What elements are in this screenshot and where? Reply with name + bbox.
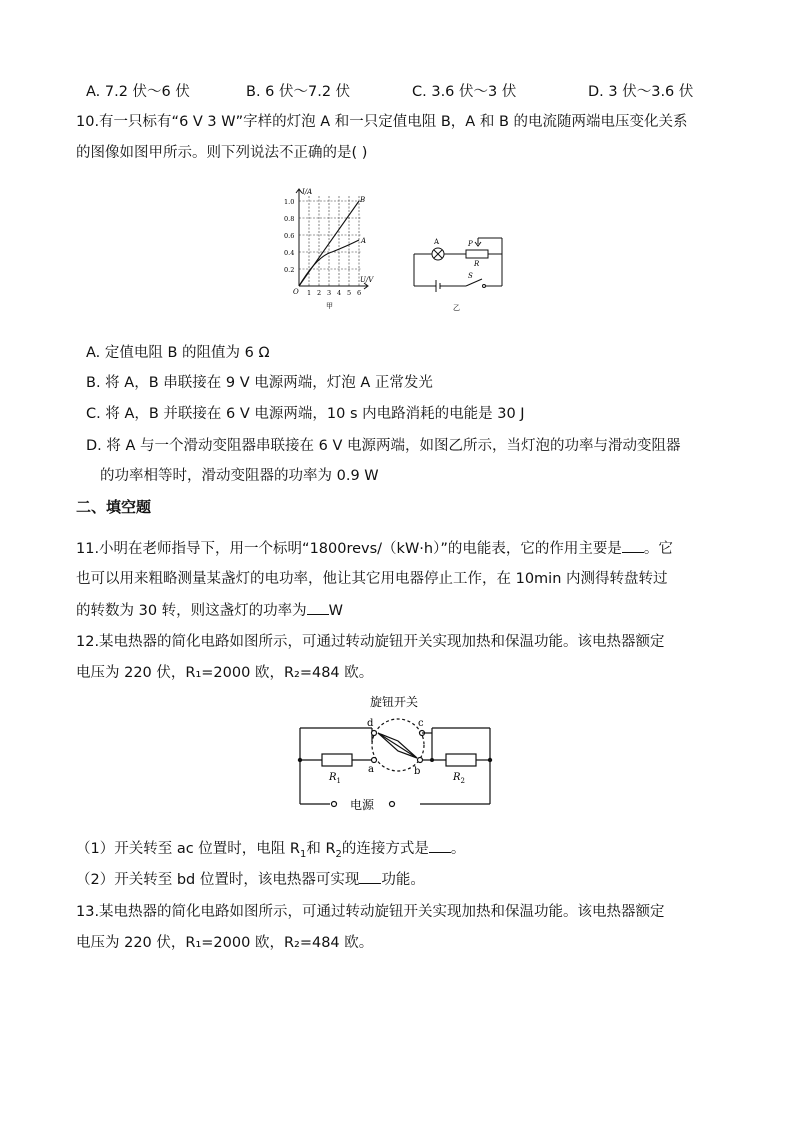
power-terminal-icon [332, 802, 337, 807]
q11-line3 [76, 600, 343, 621]
q10-stem-line2: 的图像如图甲所示。则下列说法不正确的是( ) [76, 145, 368, 161]
q11-line3-text: 的转数为 30 转，则这盏灯的功率为 [76, 603, 307, 619]
q10-stem-line1: 10.有一只标有“6 V 3 W”字样的灯泡 A 和一只定值电阻 B，A 和 B 的电流随两端电压变化关系 [76, 114, 688, 130]
q12-stem-line1: 12.某电热器的简化电路如图所示，可通过转动旋钮开关实现加热和保温功能。该电热器额定 [76, 634, 665, 650]
graph-origin: O [293, 288, 299, 296]
circuit-caption: 乙 [453, 304, 460, 312]
graph-y-label: I/A [302, 188, 313, 196]
q12-stem-line2: 电压为 220 伏，R₁=2000 欧，R₂=484 欧。 [76, 665, 374, 681]
rheostat-icon [466, 250, 488, 258]
q10-option-b: B. 将 A，B 串联接在 9 V 电源两端，灯泡 A 正常发光 [86, 375, 433, 391]
graph-caption: 甲 [326, 302, 333, 310]
circuit-slider-label: P [468, 240, 473, 248]
switch-icon [466, 279, 482, 286]
q11-answer-blank-1[interactable] [622, 538, 644, 553]
q11-line3-unit: W [328, 603, 344, 619]
graph-y-tick: 0.8 [284, 215, 295, 223]
graph-y-tick: 0.4 [284, 249, 295, 257]
q9-option-b: B. 6 伏～7.2 伏 [246, 84, 351, 100]
q11-answer-blank-2[interactable] [307, 600, 329, 615]
graph-line-b-label: B [360, 196, 366, 204]
q12-sub1-r1-sub: 1 [299, 848, 307, 860]
knob-label: 旋钮开关 [370, 695, 419, 709]
q10-option-a: A. 定值电阻 B 的阻值为 6 Ω [86, 345, 270, 361]
graph-x-tick: 6 [357, 289, 362, 297]
q9-option-d: D. 3 伏～3.6 伏 [588, 84, 694, 100]
q12-answer-blank-2[interactable] [359, 869, 381, 884]
q11-line1-tail: 。它 [643, 541, 673, 557]
graph-x-label: U/V [360, 276, 374, 284]
circuit-resistor-label: R [474, 260, 480, 268]
terminal-c-label: c [418, 718, 424, 729]
graph-x-tick: 5 [347, 289, 352, 297]
q13-stem-line2: 电压为 220 伏，R₁=2000 欧，R₂=484 欧。 [76, 935, 374, 951]
graph-x-tick: 2 [317, 289, 322, 297]
graph-line-a-label: A [361, 237, 367, 245]
q12-sub1-after: 的连接方式是 [341, 841, 429, 857]
q11-line1-text: 11.小明在老师指导下，用一个标明“1800revs/（kW·h）”的电能表，它的作用主要是 [76, 541, 622, 557]
q10-circuit [410, 232, 506, 314]
power-terminal-icon [390, 802, 395, 807]
q13-stem-line1: 13.某电热器的简化电路如图所示，可通过转动旋钮开关实现加热和保温功能。该电热器额定 [76, 904, 665, 920]
graph-x-tick: 4 [337, 289, 342, 297]
q12-sub1-r2-sub: 2 [335, 848, 342, 860]
q9-option-a: A. 7.2 伏～6 伏 [86, 84, 190, 100]
graph-y-tick: 1.0 [284, 198, 295, 206]
q10-graph [282, 186, 382, 314]
q12-sub1 [76, 838, 465, 865]
r2-label: $R_2$ [453, 772, 465, 785]
circuit-switch-label: S [468, 272, 473, 280]
graph-y-tick: 0.6 [284, 232, 295, 240]
resistor-r1-icon [322, 754, 352, 766]
q10-option-c: C. 将 A，B 并联接在 6 V 电源两端，10 s 内电路消耗的电能是 30 J [86, 406, 525, 422]
terminal-a-label: a [368, 764, 374, 775]
q12-sub2 [76, 869, 425, 890]
q12-sub1-end: 。 [450, 841, 466, 857]
q11-line1 [76, 538, 673, 559]
q12-answer-blank-1[interactable] [429, 838, 451, 853]
terminal-b-label: b [414, 766, 421, 777]
q10-option-d-line2: 的功率相等时，滑动变阻器的功率为 0.9 W [100, 468, 379, 484]
q10-option-d-line1: D. 将 A 与一个滑动变阻器串联接在 6 V 电源两端，如图乙所示，当灯泡的功率与滑动变阻器 [86, 438, 681, 454]
q12-sub1-text: （1）开关转至 ac 位置时，电阻 R [76, 841, 300, 857]
circuit-lamp-label: A [434, 238, 440, 246]
q12-sub1-mid: 和 R [306, 841, 336, 857]
resistor-r2-icon [446, 754, 476, 766]
r1-label: $R_1$ [329, 772, 341, 785]
graph-x-tick: 1 [307, 289, 312, 297]
graph-y-tick: 0.2 [284, 266, 295, 274]
q12-sub2-text: （2）开关转至 bd 位置时，该电热器可实现 [76, 872, 360, 888]
q9-option-c: C. 3.6 伏～3 伏 [412, 84, 517, 100]
q11-line2: 也可以用来粗略测量某盏灯的电功率，他让其它用电器停止工作，在 10min 内测得转盘转过 [76, 571, 668, 587]
q12-sub2-after: 功能。 [381, 872, 425, 888]
section-heading: 二、填空题 [76, 498, 152, 516]
power-source-label: 电源 [350, 798, 375, 812]
graph-x-tick: 3 [327, 289, 332, 297]
terminal-d-label: d [367, 718, 374, 729]
q12-circuit-figure [294, 692, 496, 814]
